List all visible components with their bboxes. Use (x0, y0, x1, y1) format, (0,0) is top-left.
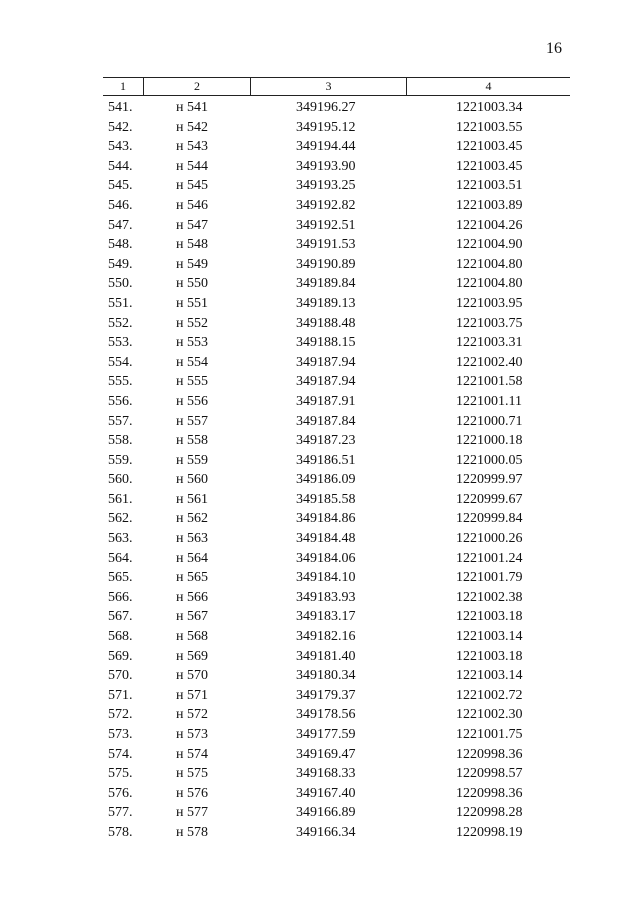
coordinate-y: 1221002.38 (456, 589, 523, 605)
table-row (0, 470, 639, 490)
coordinate-y: 1221000.26 (456, 531, 523, 547)
row-number: 563. (108, 531, 133, 547)
row-number: 572. (108, 707, 133, 723)
row-number: 552. (108, 315, 133, 331)
table-row (0, 274, 639, 294)
coordinate-x: 349184.06 (296, 550, 356, 566)
coordinate-y: 1221003.18 (456, 609, 523, 625)
point-id: н 570 (176, 668, 208, 684)
table-row (0, 764, 639, 784)
row-number: 569. (108, 648, 133, 664)
coordinate-x: 349177.59 (296, 727, 356, 742)
column-header-4: 4 (485, 79, 492, 93)
point-id: н 551 (176, 295, 208, 311)
coordinate-x: 349187.91 (296, 393, 356, 409)
table-row (0, 686, 639, 706)
table-row (0, 255, 639, 275)
coordinate-x: 349184.10 (296, 570, 356, 586)
coordinate-x: 349186.09 (296, 472, 356, 488)
row-number: 562. (108, 511, 133, 527)
row-number: 554. (108, 354, 133, 370)
coordinate-x: 349169.47 (296, 746, 356, 762)
row-number: 553. (108, 335, 133, 351)
row-number: 550. (108, 276, 133, 292)
point-id: н 569 (176, 648, 208, 664)
table-row (0, 137, 639, 157)
coordinate-x: 349183.93 (296, 589, 356, 605)
row-number: 573. (108, 727, 133, 742)
point-id: н 568 (176, 629, 208, 645)
coordinate-table-body (0, 98, 639, 843)
point-id: н 549 (176, 256, 208, 272)
coordinate-x: 349166.89 (296, 805, 356, 821)
coordinate-x: 349187.23 (296, 433, 356, 449)
table-row (0, 118, 639, 138)
table-row (0, 216, 639, 236)
coordinate-x: 349189.84 (296, 276, 356, 292)
point-id: н 542 (176, 119, 208, 135)
coordinate-x: 349192.82 (296, 197, 356, 213)
table-row (0, 157, 639, 177)
coordinate-x: 349193.25 (296, 178, 356, 194)
coordinate-y: 1220998.28 (456, 805, 523, 821)
row-number: 568. (108, 629, 133, 645)
coordinate-y: 1221004.80 (456, 256, 523, 272)
point-id: н 547 (176, 217, 208, 233)
row-number: 555. (108, 374, 133, 390)
table-row (0, 509, 639, 529)
point-id: н 573 (176, 727, 208, 742)
point-id: н 562 (176, 511, 208, 527)
coordinate-x: 349187.94 (296, 374, 356, 390)
point-id: н 566 (176, 589, 208, 605)
coordinate-y: 1220998.36 (456, 746, 523, 762)
row-number: 564. (108, 550, 133, 566)
point-id: н 543 (176, 139, 208, 155)
point-id: н 572 (176, 707, 208, 723)
coordinate-y: 1221003.95 (456, 295, 523, 311)
coordinate-y: 1221001.79 (456, 570, 523, 586)
row-number: 548. (108, 237, 133, 253)
point-id: н 563 (176, 531, 208, 547)
coordinate-x: 349188.48 (296, 315, 356, 331)
coordinate-y: 1220998.36 (456, 785, 523, 801)
point-id: н 564 (176, 550, 208, 566)
row-number: 551. (108, 295, 133, 311)
point-id: н 575 (176, 766, 208, 782)
coordinate-x: 349181.40 (296, 648, 356, 664)
table-row (0, 98, 639, 118)
point-id: н 557 (176, 413, 208, 429)
coordinate-y: 1220998.57 (456, 766, 523, 782)
row-number: 575. (108, 766, 133, 782)
coordinate-x: 349192.51 (296, 217, 356, 233)
point-id: н 558 (176, 433, 208, 449)
table-row (0, 803, 639, 823)
coordinate-y: 1221002.40 (456, 354, 523, 370)
row-number: 571. (108, 687, 133, 703)
coordinate-x: 349191.53 (296, 237, 356, 253)
coordinate-y: 1221003.89 (456, 197, 523, 213)
coordinate-y: 1221000.05 (456, 452, 523, 468)
column-header-3: 3 (251, 78, 407, 95)
table-row (0, 294, 639, 314)
coordinate-y: 1221001.11 (456, 393, 522, 409)
table-row (0, 549, 639, 569)
row-number: 560. (108, 472, 133, 488)
coordinate-y: 1221000.18 (456, 433, 523, 449)
row-number: 542. (108, 119, 133, 135)
coordinate-x: 349188.15 (296, 335, 356, 351)
row-number: 543. (108, 139, 133, 155)
coordinate-x: 349189.13 (296, 295, 356, 311)
row-number: 541. (108, 100, 133, 115)
coordinate-y: 1221003.45 (456, 139, 523, 155)
point-id: н 556 (176, 393, 208, 409)
table-row (0, 392, 639, 412)
coordinate-y: 1221004.90 (456, 237, 523, 253)
point-id: н 574 (176, 746, 208, 762)
coordinate-y: 1221003.55 (456, 119, 523, 135)
point-id: н 544 (176, 158, 208, 174)
coordinate-x: 349183.17 (296, 609, 356, 625)
coordinate-x: 349187.84 (296, 413, 356, 429)
table-row (0, 568, 639, 588)
coordinate-x: 349178.56 (296, 707, 356, 723)
coordinate-y: 1220998.19 (456, 824, 523, 840)
table-row (0, 607, 639, 627)
coordinate-y: 1221001.24 (456, 550, 523, 566)
column-header-1: 1 (103, 78, 144, 95)
table-row (0, 176, 639, 196)
table-header (103, 77, 570, 96)
coordinate-y: 1221002.72 (456, 687, 523, 703)
row-number: 565. (108, 570, 133, 586)
coordinate-x: 349184.48 (296, 531, 356, 547)
point-id: н 555 (176, 374, 208, 390)
table-row (0, 196, 639, 216)
coordinate-x: 349196.27 (296, 100, 356, 115)
row-number: 547. (108, 217, 133, 233)
row-number: 574. (108, 746, 133, 762)
row-number: 577. (108, 805, 133, 821)
coordinate-y: 1221003.18 (456, 648, 523, 664)
table-row (0, 666, 639, 686)
coordinate-x: 349168.33 (296, 766, 356, 782)
table-row (0, 333, 639, 353)
coordinate-y: 1221003.34 (456, 100, 523, 115)
table-row (0, 705, 639, 725)
table-row (0, 647, 639, 667)
row-number: 556. (108, 393, 133, 409)
point-id: н 571 (176, 687, 208, 703)
table-row (0, 353, 639, 373)
row-number: 578. (108, 824, 133, 840)
table-row (0, 372, 639, 392)
coordinate-x: 349179.37 (296, 687, 356, 703)
point-id: н 545 (176, 178, 208, 194)
coordinate-y: 1221002.30 (456, 707, 523, 723)
point-id: н 541 (176, 100, 208, 115)
row-number: 576. (108, 785, 133, 801)
coordinate-y: 1221003.45 (456, 158, 523, 174)
coordinate-y: 1221003.75 (456, 315, 523, 331)
coordinate-x: 349166.34 (296, 824, 356, 840)
table-row (0, 627, 639, 647)
table-row (0, 235, 639, 255)
table-row (0, 745, 639, 765)
row-number: 570. (108, 668, 133, 684)
table-row (0, 725, 639, 745)
point-id: н 560 (176, 472, 208, 488)
table-row (0, 451, 639, 471)
page-number: 16 (546, 40, 562, 57)
row-number: 567. (108, 609, 133, 625)
coordinate-y: 1221003.14 (456, 629, 523, 645)
coordinate-y: 1221001.58 (456, 374, 523, 390)
coordinate-x: 349186.51 (296, 452, 356, 468)
coordinate-y: 1220999.84 (456, 511, 523, 527)
row-number: 545. (108, 178, 133, 194)
coordinate-x: 349167.40 (296, 785, 356, 801)
coordinate-x: 349190.89 (296, 256, 356, 272)
point-id: н 578 (176, 824, 208, 840)
point-id: н 553 (176, 335, 208, 351)
table-row (0, 823, 639, 843)
row-number: 561. (108, 491, 133, 507)
coordinate-y: 1221000.71 (456, 413, 523, 429)
coordinate-x: 349187.94 (296, 354, 356, 370)
point-id: н 554 (176, 354, 208, 370)
row-number: 549. (108, 256, 133, 272)
coordinate-x: 349185.58 (296, 491, 356, 507)
row-number: 558. (108, 433, 133, 449)
point-id: н 546 (176, 197, 208, 213)
coordinate-x: 349182.16 (296, 629, 356, 645)
table-row (0, 314, 639, 334)
table-row (0, 588, 639, 608)
point-id: н 548 (176, 237, 208, 253)
coordinate-x: 349195.12 (296, 119, 356, 135)
coordinate-y: 1221003.51 (456, 178, 523, 194)
coordinate-x: 349184.86 (296, 511, 356, 527)
row-number: 566. (108, 589, 133, 605)
coordinate-y: 1220999.97 (456, 472, 523, 488)
coordinate-y: 1221004.80 (456, 276, 523, 292)
table-row (0, 490, 639, 510)
coordinate-x: 349194.44 (296, 139, 356, 155)
point-id: н 552 (176, 315, 208, 331)
row-number: 544. (108, 158, 133, 174)
point-id: н 561 (176, 491, 208, 507)
table-row (0, 529, 639, 549)
coordinate-y: 1220999.67 (456, 491, 523, 507)
column-header-2: 2 (144, 78, 251, 95)
table-row (0, 784, 639, 804)
coordinate-y: 1221003.31 (456, 335, 523, 351)
point-id: н 565 (176, 570, 208, 586)
coordinate-y: 1221001.75 (456, 727, 523, 742)
table-row (0, 431, 639, 451)
row-number: 546. (108, 197, 133, 213)
row-number: 559. (108, 452, 133, 468)
table-row (0, 412, 639, 432)
coordinate-y: 1221004.26 (456, 217, 523, 233)
point-id: н 559 (176, 452, 208, 468)
coordinate-y: 1221003.14 (456, 668, 523, 684)
point-id: н 577 (176, 805, 208, 821)
coordinate-x: 349193.90 (296, 158, 356, 174)
row-number: 557. (108, 413, 133, 429)
point-id: н 567 (176, 609, 208, 625)
point-id: н 576 (176, 785, 208, 801)
point-id: н 550 (176, 276, 208, 292)
coordinate-x: 349180.34 (296, 668, 356, 684)
